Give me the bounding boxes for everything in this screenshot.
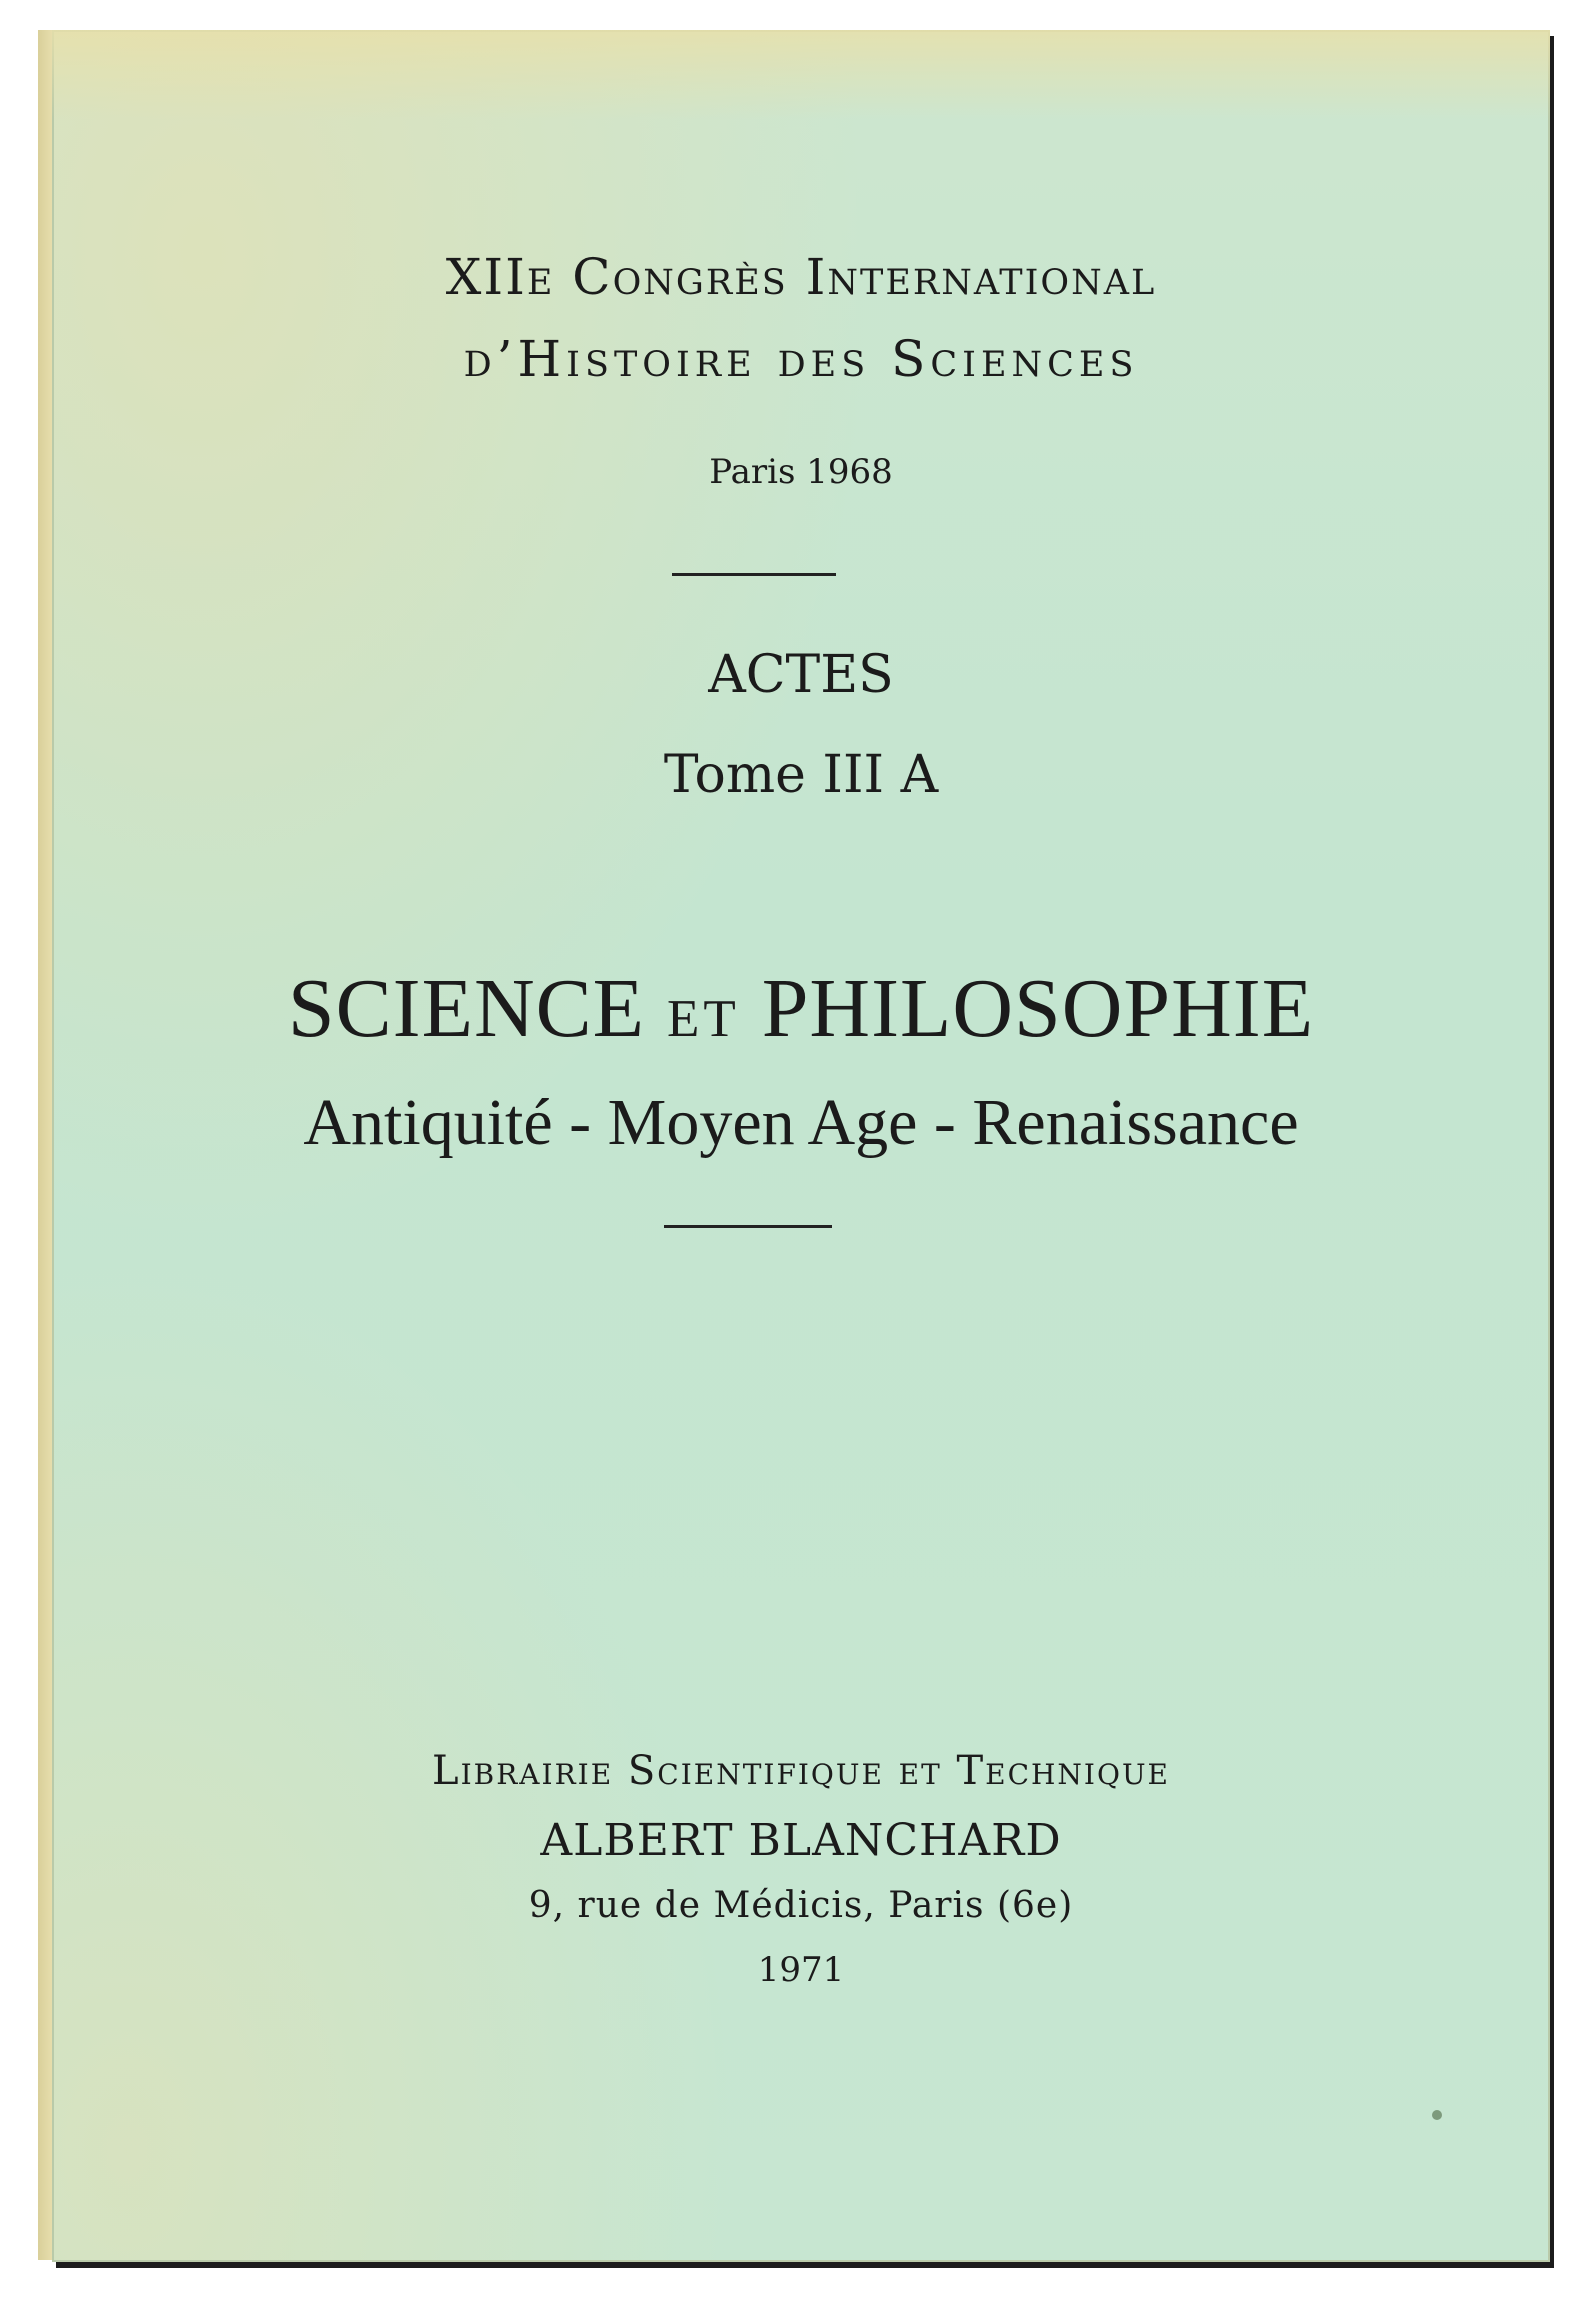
divider-rule-top	[672, 573, 836, 576]
place-date: Paris 1968	[709, 452, 893, 492]
book-subtitle: Antiquité - Moyen Age - Renaissance	[303, 1086, 1299, 1159]
publisher-name: ALBERT BLANCHARD	[540, 1815, 1062, 1866]
book-cover	[52, 30, 1550, 2262]
divider-rule-bottom	[664, 1225, 832, 1228]
congress-line-1: XIIe Congrès International	[445, 248, 1157, 306]
actes-label: ACTES	[708, 645, 894, 705]
tome-label: Tome III A	[663, 745, 939, 805]
publisher-line: Librairie Scientifique et Technique	[432, 1748, 1170, 1794]
congress-line-2: d’Histoire des Sciences	[463, 330, 1139, 388]
publication-year: 1971	[757, 1950, 845, 1990]
title-science: SCIENCE	[287, 962, 645, 1055]
book-title	[52, 960, 1550, 1057]
title-philosophie: PHILOSOPHIE	[761, 962, 1315, 1055]
aged-paper-tint	[52, 30, 1550, 120]
publisher-address: 9, rue de Médicis, Paris (6e)	[528, 1885, 1074, 1926]
title-et: et	[666, 969, 740, 1053]
paper-speck	[1432, 2110, 1442, 2120]
